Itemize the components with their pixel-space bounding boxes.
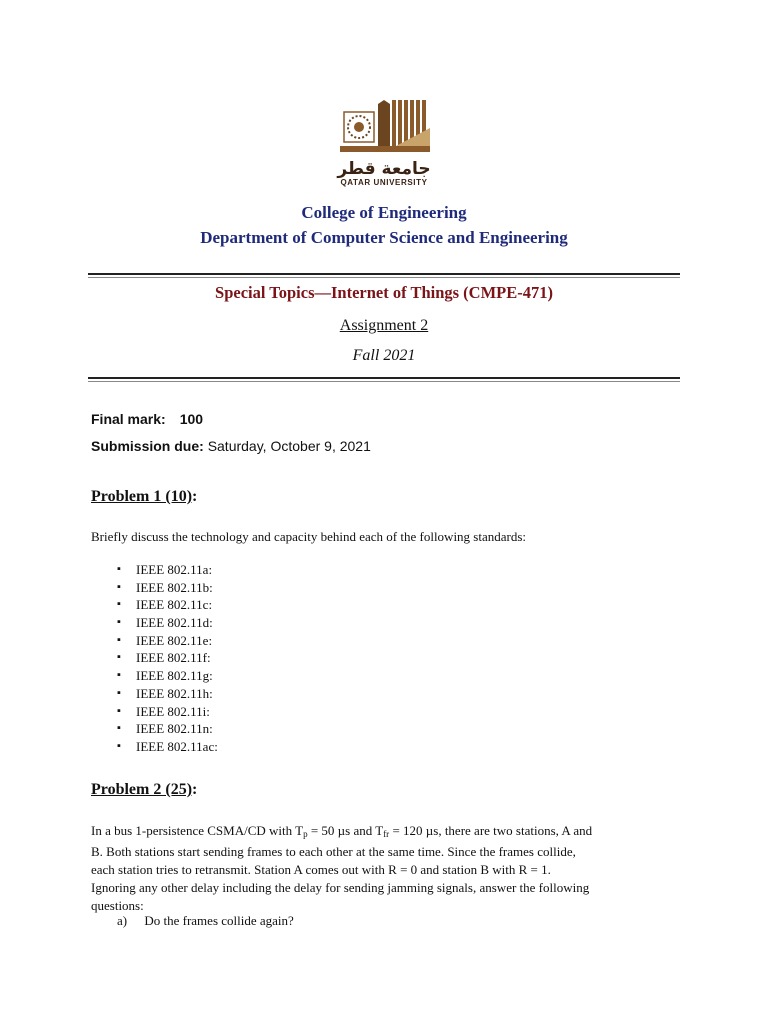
problem-2-line-4: Ignoring any other delay including the delay for sending jamming signals, answer the following: [91, 880, 590, 895]
problem-2-text: [91, 822, 691, 915]
final-mark: Final mark: 100: [91, 411, 204, 427]
term-label: Fall 2021: [352, 347, 416, 364]
course-title: Special Topics—Internet of Things (CMPE-471): [215, 283, 553, 302]
list-item: ▪ IEEE 802.11g:: [117, 668, 213, 684]
list-item: ▪ IEEE 802.11b:: [117, 579, 213, 595]
bottom-divider: [88, 377, 680, 382]
problem-2-line-3: each station tries to retransmit. Station A comes out with R = 0 and station B with R = 1.: [91, 862, 551, 877]
problem-2-line-2: B. Both stations start sending frames to each other at the same time. Since the frames collide,: [91, 844, 576, 859]
problem-2-heading: Problem 2 (25):: [91, 781, 198, 798]
list-item: ▪ IEEE 802.11c:: [117, 597, 213, 613]
list-item: ▪ IEEE 802.11a:: [117, 562, 213, 577]
list-item: ▪ IEEE 802.11f:: [117, 650, 211, 666]
list-item: ▪ IEEE 802.11d:: [117, 615, 213, 631]
list-item: ▪ IEEE 802.11ac:: [117, 738, 218, 754]
top-divider: [88, 273, 680, 278]
submission-due: Submission due: Saturday, October 9, 2021: [91, 438, 371, 454]
list-item: ▪ IEEE 802.11i:: [117, 703, 210, 719]
qatar-university-logo: [340, 98, 430, 160]
logo-english-text: QATAR UNIVERSITY: [340, 178, 428, 187]
question-a: [117, 913, 294, 929]
list-item: ▪ IEEE 802.11n:: [117, 721, 213, 737]
question-a-label: a): [117, 913, 128, 928]
standards-list: [117, 561, 218, 756]
problem-2-line-5: questions:: [91, 898, 144, 913]
problem-2-line-1: In a bus 1-persistence CSMA/CD with $T_p = 50$ µs and $T_{fr} = 120$ µs, there are two stations, A and: [91, 823, 593, 839]
assignment-title: Assignment 2: [339, 317, 429, 334]
problem-1-intro: Briefly discuss the technology and capacity behind each of the following standards:: [91, 529, 527, 544]
question-a-text: Do the frames collide again?: [144, 913, 294, 928]
list-item: ▪ IEEE 802.11h:: [117, 685, 213, 701]
department-heading: Department of Computer Science and Engineering: [200, 228, 568, 247]
problem-1-heading: Problem 1 (10):: [91, 488, 198, 505]
logo-arabic-text: جامعة قطر: [337, 159, 431, 179]
list-item: ▪ IEEE 802.11e:: [117, 632, 213, 648]
college-heading: College of Engineering: [301, 203, 467, 222]
